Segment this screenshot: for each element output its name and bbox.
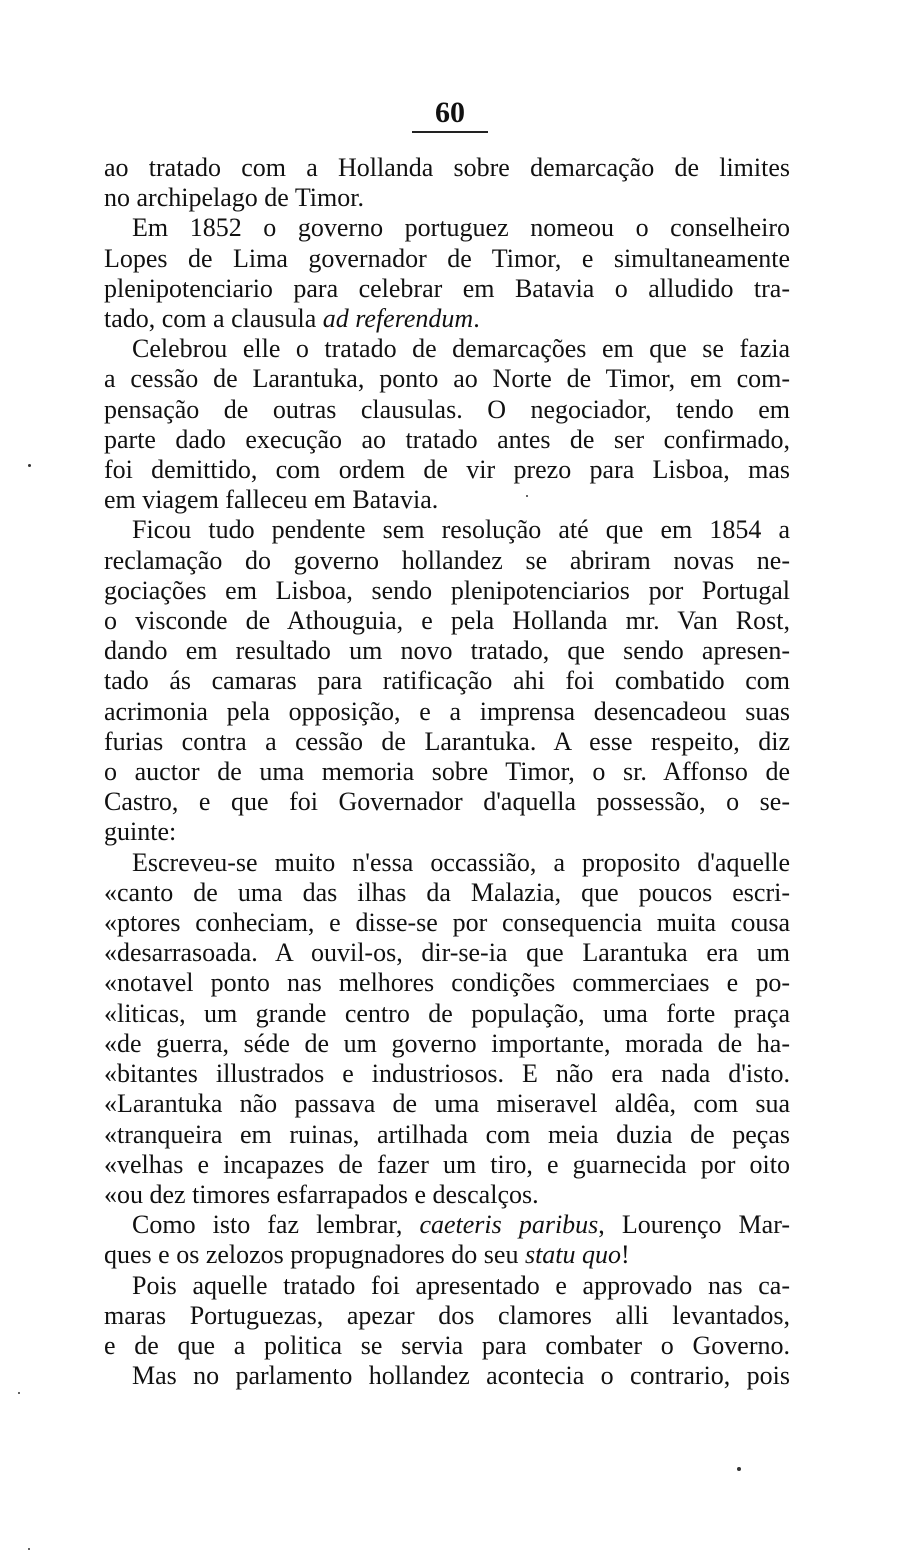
page-number-rule: [412, 131, 488, 133]
quote-line: «liticas, um grande centro de população, uma forte praça: [104, 998, 790, 1028]
text-line: o auctor de uma memoria sobre Timor, o sr. Affonso de: [104, 757, 790, 787]
quote-line: «velhas e incapazes de fazer um tiro, e guarnecida por oito: [104, 1149, 790, 1179]
text-line: o visconde de Athouguia, e pela Hollanda mr. Van Rost,: [104, 606, 790, 636]
text-run: , Lourenço Mar-: [598, 1210, 791, 1240]
text-line: [104, 1240, 790, 1270]
text-line: pensação de outras clausulas. O negociador, tendo em: [104, 394, 790, 424]
text-line: no archipelago de Timor.: [104, 183, 364, 213]
text-line: reclamação do governo hollandez se abriram novas ne-: [104, 545, 790, 575]
text-line: Mas no parlamento hollandez acontecia o contrario, pois: [132, 1361, 790, 1391]
quote-line: «Larantuka não passava de uma miseravel aldêa, com sua: [104, 1089, 790, 1119]
text-line: a cessão de Larantuka, ponto ao Norte de Timor, em com-: [104, 364, 790, 394]
print-speck: [737, 1467, 741, 1471]
quote-line: «desarrasoada. A ouvil-os, dir-se-ia que Larantuka era um: [104, 938, 790, 968]
text-line: maras Portuguezas, apezar dos clamores alli levantados,: [104, 1300, 790, 1330]
text-line: Celebrou elle o tratado de demarcações em que se fazia: [132, 334, 790, 364]
text-run: !: [621, 1240, 630, 1270]
text-line: Em 1852 o governo portuguez nomeou o conselheiro: [132, 213, 790, 243]
text-line: foi demittido, com ordem de vir prezo para Lisboa, mas: [104, 455, 790, 485]
text-run: Como isto faz lembrar,: [132, 1210, 420, 1240]
quote-line: «ou dez timores esfarrapados e descalços.: [104, 1179, 539, 1209]
print-speck: [28, 464, 31, 467]
text-line: Ficou tudo pendente sem resolução até que em 1854 a: [132, 515, 790, 545]
text-run: .: [473, 304, 480, 334]
text-line: [104, 1210, 790, 1240]
text-line: tado ás camaras para ratificação ahi foi combatido com: [104, 666, 790, 696]
text-line: Castro, e que foi Governador d'aquella possessão, o se-: [104, 787, 790, 817]
text-line: gociações em Lisboa, sendo plenipotenciarios por Portugal: [104, 575, 790, 605]
italic-run: ad referendum: [322, 304, 474, 334]
text-line: dando em resultado um novo tratado, que sendo apresen-: [104, 636, 790, 666]
body-text: [104, 153, 790, 1391]
text-line: e de que a politica se servia para combater o Governo.: [104, 1330, 790, 1360]
quote-line: «canto de uma das ilhas da Malazia, que poucos escri-: [104, 877, 790, 907]
text-line: parte dado execução ao tratado antes de ser confirmado,: [104, 424, 790, 454]
text-line: [104, 304, 790, 334]
text-line: acrimonia pela opposição, e a imprensa desencadeou suas: [104, 696, 790, 726]
quote-line: «ptores conheciam, e disse-se por consequencia muita cousa: [104, 908, 790, 938]
italic-run: caeteris paribus: [419, 1210, 599, 1240]
text-line: furias contra a cessão de Larantuka. A esse respeito, diz: [104, 726, 790, 756]
text-run: tado, com a clausula: [104, 304, 323, 334]
page-number: 60: [435, 96, 465, 129]
quote-line: «notavel ponto nas melhores condições commerciaes e po-: [104, 968, 790, 998]
print-speck: [526, 495, 528, 497]
text-line: ao tratado com a Hollanda sobre demarcação de limites: [104, 153, 790, 182]
text-line: Pois aquelle tratado foi apresentado e approvado nas ca-: [132, 1270, 790, 1300]
quote-line: Escreveu-se muito n'essa occassião, a proposito d'aquelle: [132, 847, 790, 877]
text-line: guinte:: [104, 817, 177, 847]
text-line: plenipotenciario para celebrar em Batavia o alludido tra-: [104, 273, 790, 303]
quote-line: «bitantes illustrados e industriosos. E não era nada d'isto.: [104, 1059, 790, 1089]
italic-run: statu quo: [524, 1240, 622, 1270]
text-line: em viagem falleceu em Batavia.: [104, 485, 439, 515]
text-line: Lopes de Lima governador de Timor, e simultaneamente: [104, 243, 790, 273]
quote-line: «tranqueira em ruinas, artilhada com meia duzia de peças: [104, 1119, 790, 1149]
print-speck: [28, 1548, 30, 1550]
print-speck: [18, 1392, 20, 1394]
quote-line: «de guerra, séde de um governo importante, morada de ha-: [104, 1028, 790, 1058]
text-run: ques e os zelozos propugnadores do seu: [104, 1240, 525, 1270]
